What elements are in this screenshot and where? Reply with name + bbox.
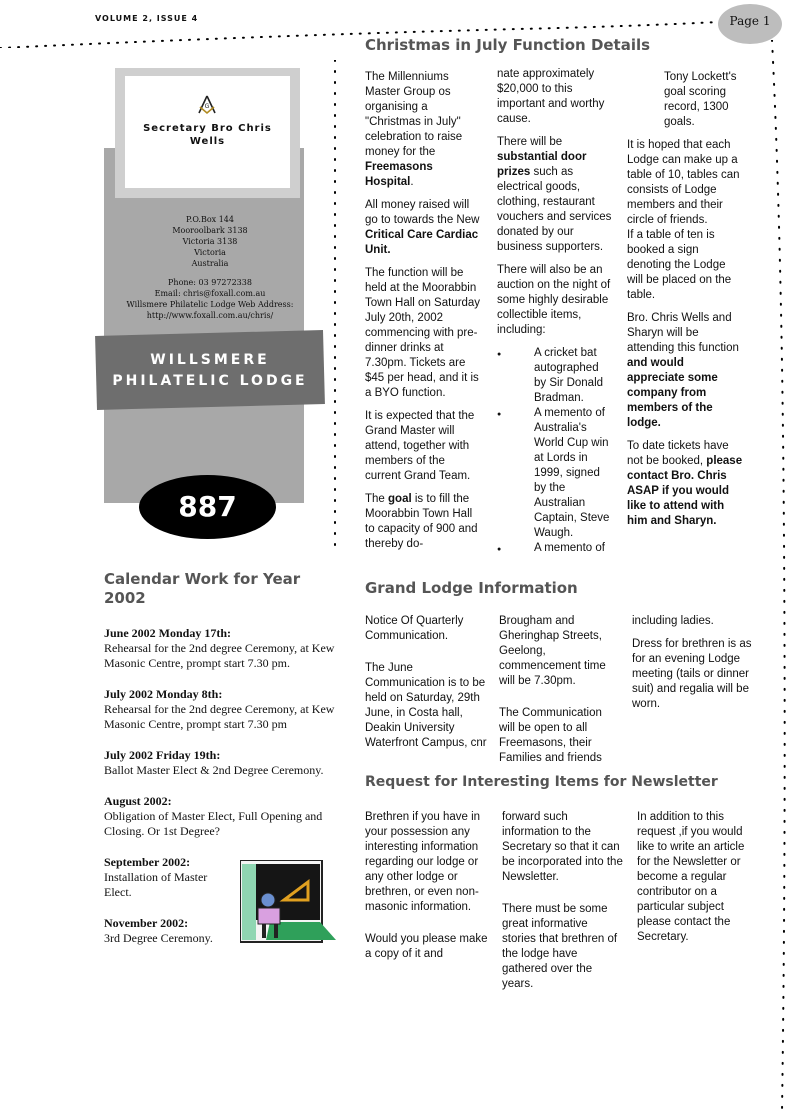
phone: Phone: 03 97272338 bbox=[168, 278, 252, 287]
christmas-column-1: The Millenniums Master Group os organising a "Christmas in July" celebration to raise money for the Freemasons Hospital. All money raised will go to towards the New Critical Care Cardiac Unit. The function will be held at the Moorabbin Town Hall on Saturday July 20th, 2002 commencing with pre-dinner drinks at 7.30pm. Tickets are $45 per head, and it is a BYO function. It is expected that the Grand Master will attend, together with members of the current Grand Team. The goal is to fill the Moorabbin Town Hall to capacity of 900 and thereby do- bbox=[365, 70, 483, 560]
address-line: Mooroolbark 3138 bbox=[172, 226, 248, 235]
classroom-clipart-icon bbox=[240, 860, 346, 946]
calendar-text: Rehearsal for the 2nd degree Ceremony, at Kew Masonic Centre, prompt start 7.30 pm bbox=[104, 702, 335, 731]
calendar-date: July 2002 Friday 19th: bbox=[104, 748, 221, 762]
grand-lodge-text: The June Communication is to be held on Saturday, 29th June, in Costa hall, Deakin University Waterfront Campus, cnr bbox=[365, 662, 487, 749]
list-item: ● A memento of bbox=[497, 541, 613, 556]
calendar-entry bbox=[104, 626, 350, 671]
christmas-text-bold: and would appreciate some company from members of the lodge. bbox=[627, 357, 718, 429]
christmas-text: Tony Lockett's goal scoring record, 1300 goals. bbox=[664, 71, 737, 128]
christmas-text-bold: goal bbox=[388, 493, 412, 505]
address-line: Victoria 3138 bbox=[182, 237, 238, 246]
address-line: P.O.Box 144 bbox=[186, 215, 234, 224]
calendar-date: June 2002 Monday 17th: bbox=[104, 626, 232, 640]
request-text: Would you please make a copy of it and bbox=[365, 933, 488, 960]
dotted-border-right bbox=[760, 40, 793, 1111]
request-text: Brethren if you have in your possession any interesting information regarding our lodge or any other lodge or brethren, or even non-masonic information. bbox=[365, 811, 481, 913]
christmas-column-2 bbox=[497, 67, 613, 556]
prize-list bbox=[497, 346, 613, 556]
calendar-entry bbox=[104, 687, 350, 732]
calendar-text: 3rd Degree Ceremony. bbox=[104, 931, 213, 945]
request-column-1 bbox=[365, 810, 493, 970]
list-item: ● A memento of Australia's World Cup win at Lords in 1999, signed by the Australian Captain, Steve Waugh. bbox=[497, 406, 613, 541]
christmas-text: To date tickets have not be booked, bbox=[627, 440, 729, 467]
christmas-text-bold: please contact Bro. Chris ASAP if you would like to attend with him and Sharyn. bbox=[627, 455, 743, 527]
christmas-text: such as electrical goods, clothing, restaurant vouchers and services donated by our business supporters. bbox=[497, 166, 612, 253]
address-line: Victoria bbox=[194, 248, 226, 257]
grand-lodge-heading: Grand Lodge Information bbox=[365, 579, 578, 597]
volume-issue: VOLUME 2, ISSUE 4 bbox=[95, 14, 199, 23]
christmas-text: is to fill the Moorabbin Town Hall to capacity of 900 and thereby do- bbox=[365, 493, 478, 550]
calendar-entry bbox=[104, 748, 350, 778]
grand-lodge-column-2 bbox=[499, 614, 619, 774]
address-block bbox=[120, 214, 300, 321]
calendar-date: July 2002 Monday 8th: bbox=[104, 687, 223, 701]
grand-lodge-text: Brougham and Gheringhap Streets, Geelong, commencement time will be 7.30pm. bbox=[499, 615, 606, 687]
lodge-name bbox=[96, 350, 324, 392]
request-text: There must be some great informative stories that brethren of the lodge have gathered over the years. bbox=[502, 903, 618, 990]
calendar-text: Obligation of Master Elect, Full Opening and Closing. Or 1st Degree? bbox=[104, 809, 323, 838]
page-tab: Page 1 bbox=[718, 4, 782, 44]
christmas-text: There will be bbox=[497, 136, 563, 148]
grand-lodge-column-3 bbox=[632, 614, 752, 720]
grand-lodge-text: The Communication will be open to all Freemasons, their Families and friends bbox=[499, 707, 602, 764]
calendar-date: September 2002: bbox=[104, 855, 191, 869]
square-compass-emblem-icon bbox=[196, 95, 218, 115]
christmas-heading: Christmas in July Function Details bbox=[365, 36, 651, 54]
sidebar-panel bbox=[104, 148, 304, 503]
grand-lodge-text: Notice Of Quarterly Communication. bbox=[365, 615, 464, 642]
email: Email: chris@foxall.com.au bbox=[154, 289, 266, 298]
request-text: forward such information to the Secretary so that it can be incorporated into the Newsletter. bbox=[502, 811, 623, 883]
lodge-name-line1: WILLSMERE bbox=[150, 352, 270, 368]
christmas-text: It is expected that the Grand Master will attend, together with members of the current Grand Team. bbox=[365, 410, 475, 482]
request-text: In addition to this request ,if you would like to write an article for the Newsletter or become a regular contributor on a particular subject please contact the Secretary. bbox=[637, 811, 745, 943]
grand-lodge-text: including ladies. bbox=[632, 615, 714, 627]
list-item: ● A cricket bat autographed by Sir Donald Bradman. bbox=[497, 346, 613, 406]
lodge-number-badge: 887 bbox=[139, 475, 276, 539]
christmas-text-bold: substantial door prizes bbox=[497, 151, 587, 178]
calendar-heading: Calendar Work for Year 2002 bbox=[104, 570, 301, 607]
christmas-text-bold: Freemasons Hospital bbox=[365, 161, 433, 188]
request-column-2 bbox=[502, 810, 624, 1000]
christmas-text: If a table of ten is booked a sign denoting the Lodge will be placed on the table. bbox=[627, 229, 732, 301]
christmas-column-3 bbox=[627, 70, 744, 537]
calendar-entry bbox=[104, 855, 224, 900]
web-url[interactable]: http://www.foxall.com.au/chris/ bbox=[146, 311, 274, 320]
grand-lodge-text: Dress for brethren is as for an evening Lodge meeting (tails or dinner suit) and regalia will be worn. bbox=[632, 638, 752, 710]
christmas-text: The function will be held at the Moorabbin Town Hall on Saturday July 20th, 2002 commencing with pre-dinner drinks at 7.30pm. Tickets are $45 per head, and it is a BYO function. bbox=[365, 267, 481, 399]
calendar-text: Installation of Master Elect. bbox=[104, 870, 208, 899]
calendar-text: Rehearsal for the 2nd degree Ceremony, at Kew Masonic Centre, prompt start 7.30 pm. bbox=[104, 641, 335, 670]
web-label: Willsmere Philatelic Lodge Web Address: bbox=[126, 300, 294, 309]
christmas-text: There will also be an auction on the night of some highly desirable collectible items, including: bbox=[497, 264, 611, 336]
christmas-text: Bro. Chris Wells and Sharyn will be attending this function bbox=[627, 312, 739, 354]
address-line: Australia bbox=[191, 259, 229, 268]
dotted-divider-vertical bbox=[330, 60, 340, 550]
request-column-3 bbox=[637, 810, 759, 953]
calendar-date: November 2002: bbox=[104, 916, 189, 930]
calendar-date: August 2002: bbox=[104, 794, 172, 808]
request-heading: Request for Interesting Items for Newsletter bbox=[365, 774, 718, 790]
christmas-text: The bbox=[365, 493, 385, 505]
christmas-text: All money raised will go to towards the New bbox=[365, 199, 480, 226]
christmas-text: The Millenniums Master Group os organising a "Christmas in July" celebration to raise money for the bbox=[365, 71, 463, 158]
christmas-text: It is hoped that each Lodge can make up a table of 10, tables can consists of Lodge members and their circle of friends. bbox=[627, 139, 740, 226]
christmas-text-bold: Critical Care Cardiac Unit. bbox=[365, 229, 479, 256]
grand-lodge-column-1 bbox=[365, 614, 489, 759]
calendar-entry bbox=[104, 794, 350, 839]
calendar-text: Ballot Master Elect & 2nd Degree Ceremony. bbox=[104, 763, 324, 777]
christmas-text: nate approximately $20,000 to this important and worthy cause. bbox=[497, 68, 605, 125]
lodge-name-line2: PHILATELIC LODGE bbox=[112, 373, 308, 389]
svg-text:G: G bbox=[204, 103, 210, 110]
secretary-title: Secretary Bro Chris Wells bbox=[143, 123, 272, 147]
